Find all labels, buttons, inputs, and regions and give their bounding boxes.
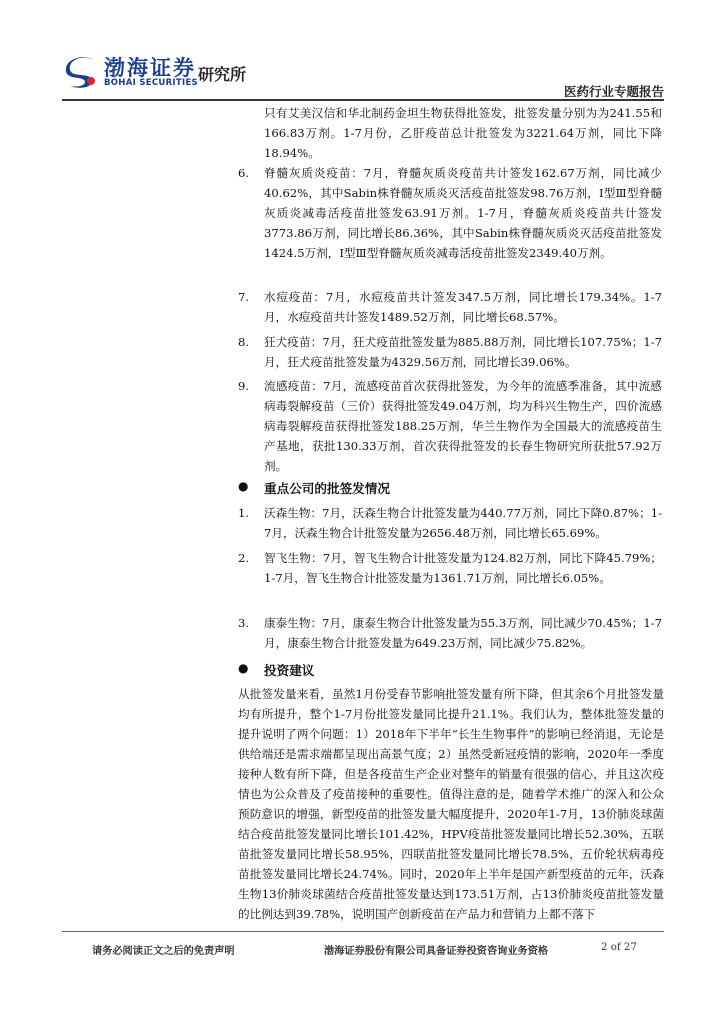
footer-divider xyxy=(62,931,664,932)
header-divider xyxy=(62,99,664,101)
report-type: 医药行业专题报告 xyxy=(563,84,664,99)
footer-disclaimer: 请务必阅读正文之后的免责声明 xyxy=(92,946,235,957)
item-number: 8. xyxy=(238,335,250,349)
company-number: 1. xyxy=(238,506,250,520)
item-influenza: 流感疫苗：7月，流感疫苗首次获得批签发，为今年的流感季准备，其中流感病毒裂解疫苗（三价）获得批签发49.04万剂，均为科兴生物生产，四价流感病毒裂解疫苗获得批签发188.25万剂，华兰生物作为全国最大的流感疫苗生产基地，获批130.33万剂，首次获得批签发的长春生物研究所获批57.92万剂。 xyxy=(264,379,662,473)
section-title-advice: 投资建议 xyxy=(264,663,315,678)
item-number: 7. xyxy=(238,290,250,304)
company-zhifei: 智飞生物：7月，智飞生物合计批签发量为124.82万剂，同比下降45.79%；1-7月，智飞生物合计批签发量为1361.71万剂，同比增长6.05%。 xyxy=(264,551,662,585)
logo-english-name: BOHAI SECURITIES xyxy=(104,78,198,88)
item-polio: 脊髓灰质炎疫苗：7月，脊髓灰质炎疫苗共计签发162.67万剂，同比减少40.62%，其中Sabin株脊髓灰质炎灭活疫苗批签发98.76万剂，Ⅰ型Ⅲ型脊髓灰质炎减毒活疫苗批签发63.91万剂。1-7月，脊髓灰质炎疫苗共计签发3773.86万剂，同比增长86.36%，其中Sabin株脊髓灰质炎灭活疫苗批签发1424.5万剂，Ⅰ型Ⅲ型脊髓灰质炎减毒活疫苗批签发2349.40万剂。 xyxy=(264,166,662,260)
item-number: 6. xyxy=(238,166,250,180)
company-kangtai: 康泰生物：7月，康泰生物合计批签发量为55.3万剂，同比减少70.45%；1-7月，康泰生物合计批签发量为649.23万剂，同比减少75.82%。 xyxy=(264,616,662,650)
company-walvax: 沃森生物：7月，沃森生物合计批签发量为440.77万剂，同比下降0.87%；1-7月，沃森生物合计批签发量为2656.48万剂，同比增长65.69%。 xyxy=(264,506,662,540)
item-rabies: 狂犬疫苗：7月，狂犬疫苗批签发量为885.88万剂，同比增长107.75%；1-7月，狂犬疫苗批签发量为4329.56万剂，同比增长39.06%。 xyxy=(264,335,662,369)
page-number: 2 of 27 xyxy=(601,942,637,953)
item-varicella: 水痘疫苗：7月，水痘疫苗共计签发347.5万剂，同比增长179.34%。1-7月，水痘疫苗共计签发1489.52万剂，同比增长68.57%。 xyxy=(264,290,662,324)
section-bullet: ● xyxy=(238,479,249,493)
institute-label: 研究所 xyxy=(198,65,247,84)
section-bullet: ● xyxy=(238,661,249,675)
footer-qualification: 渤海证券股份有限公司具备证券投资咨询业务资格 xyxy=(324,946,549,957)
advice-paragraph: 从批签发量来看，虽然1月份受春节影响批签发量有所下降，但其余6个月批签发量均有所提升，整个1-7月份批签发量同比提升21.1%。我们认为，整体批签发量的提升说明了两个问题：1）2018年下半年“长生生物事件”的影响已经消退，无论是供给端还是需求端都呈现出高景气度；2）虽然受新冠疫情的影响，2020年一季度接种人数有所下降，但是各疫苗生产企业对整年的销量有很强的信心，并且这次疫情也为公众普及了疫苗接种的重要性。值得注意的是，随着学术推广的深入和公众预防意识的增强，新型疫苗的批签发量大幅度提升，2020年1-7月，13价肺炎球菌结合疫苗批签发量同比增长101.42%，HPV疫苗批签发量同比增长52.30%，五联苗批签发量同比增长58.95%，四联苗批签发量同比增长78.5%，五价轮状病毒疫苗批签发量同比增长24.74%。同时，2020年上半年是国产新型疫苗的元年，沃森生物13价肺炎球菌结合疫苗批签发量达到173.51万剂，占13价肺炎疫苗批签发量的比例达到39.78%，说明国产创新疫苗在产品力和营销力上都不落下 xyxy=(238,687,664,921)
logo-chinese-name: 渤海证券 xyxy=(104,56,196,80)
company-number: 2. xyxy=(238,551,250,565)
company-number: 3. xyxy=(238,616,250,630)
section-title-companies: 重点公司的批签发情况 xyxy=(264,481,390,496)
intro-paragraph: 只有艾美汉信和华北制药金坦生物获得批签发，批签发量分别为为241.55和166.83万剂。1-7月份，乙肝疫苗总计批签发为3221.64万剂，同比下降18.94%。 xyxy=(264,106,662,160)
bohai-logo-icon xyxy=(64,54,100,90)
item-number: 9. xyxy=(238,379,250,393)
